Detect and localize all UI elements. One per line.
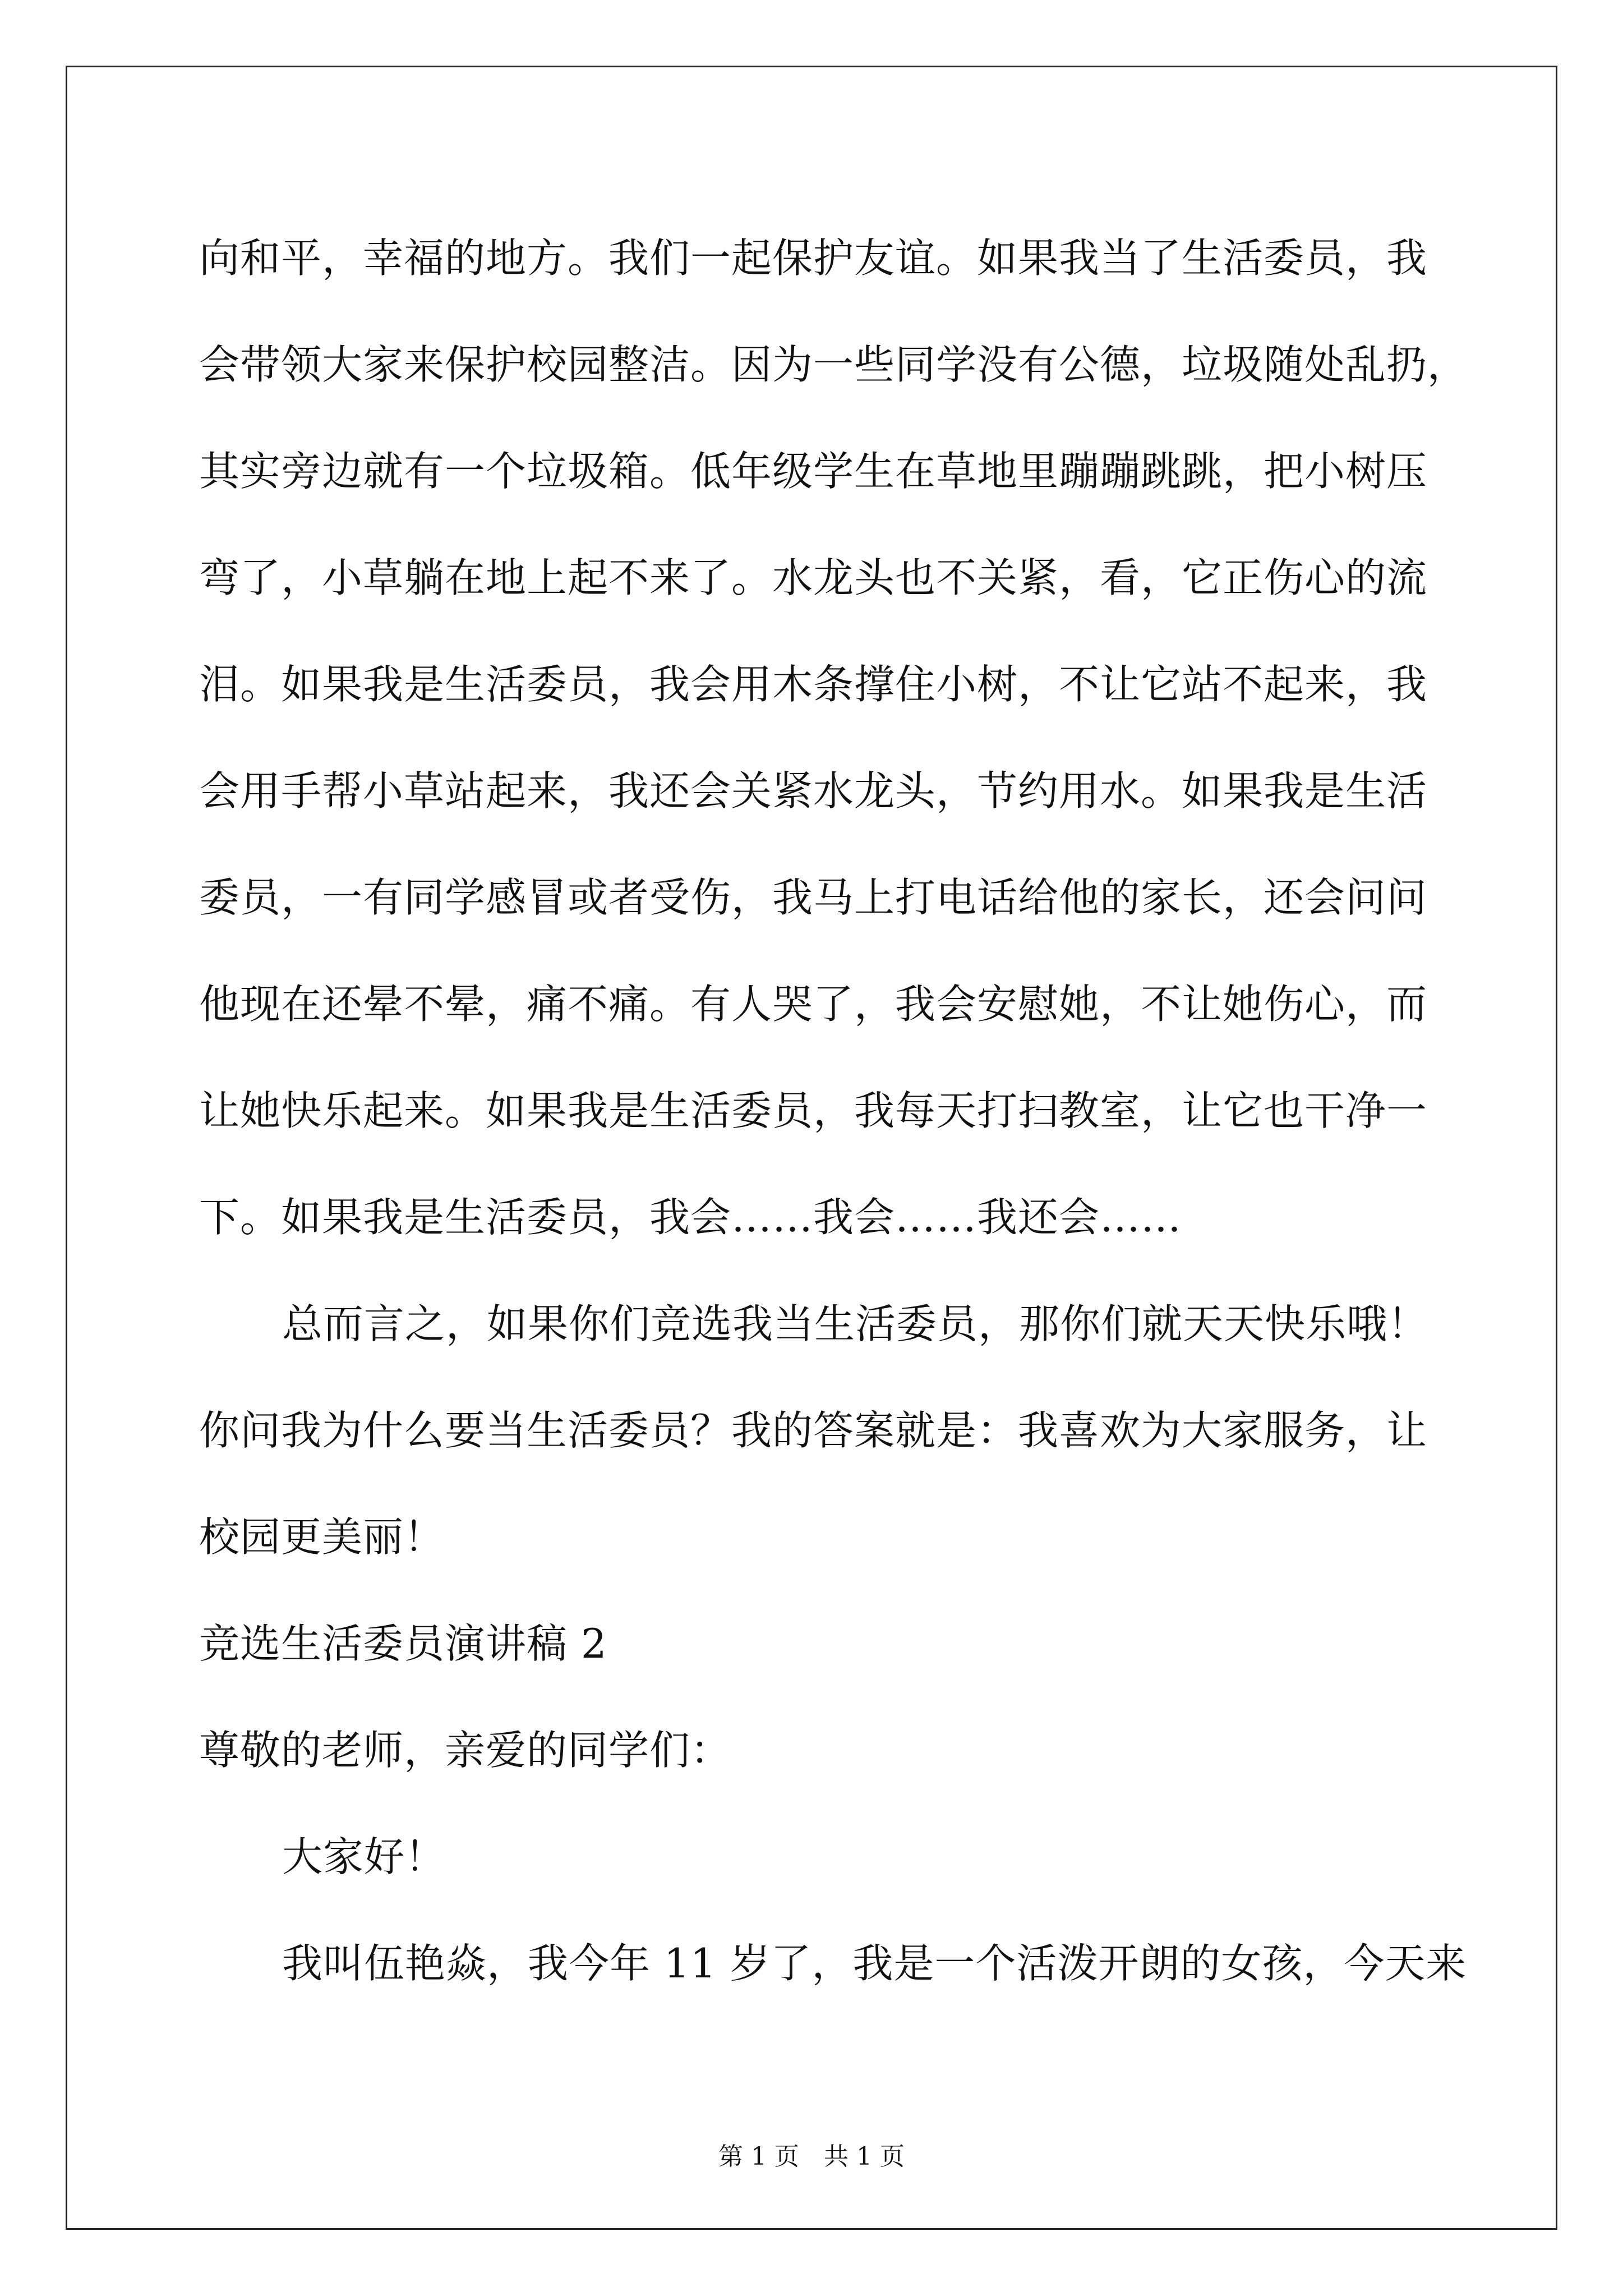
text-line: 他现在还晕不晕，痛不痛。有人哭了，我会安慰她，不让她伤心，而	[199, 981, 1428, 1028]
paragraph-speech-continuation	[199, 205, 1469, 1271]
section-heading	[199, 1590, 1433, 1697]
text-line: 泪。如果我是生活委员，我会用木条撑住小树，不让它站不起来，我	[199, 661, 1428, 708]
text-line: 校园更美丽！	[199, 1513, 445, 1561]
text-line: 大家好！	[282, 1833, 446, 1880]
salutation	[199, 1697, 1433, 1803]
heading-text: 竞选生活委员演讲稿 2	[199, 1620, 607, 1667]
text-line: 弯了，小草躺在地上起不来了。水龙头也不关紧，看，它正伤心的流	[199, 554, 1428, 601]
document-body	[199, 205, 1469, 2017]
text-line: 总而言之，如果你们竞选我当生活委员，那你们就天天快乐哦！	[282, 1300, 1429, 1347]
text-line: 下。如果我是生活委员，我会……我会……我还会……	[199, 1194, 1182, 1241]
text-line: 让她快乐起来。如果我是生活委员，我每天打扫教室，让它也干净一	[199, 1087, 1428, 1134]
text-line: 会带领大家来保护校园整洁。因为一些同学没有公德，垃圾随处乱扔，	[199, 341, 1469, 388]
text-line: 会用手帮小草站起来，我还会关紧水龙头，节约用水。如果我是生活	[199, 767, 1428, 815]
text-line: 其实旁边就有一个垃圾箱。低年级学生在草地里蹦蹦跳跳，把小树压	[199, 448, 1428, 495]
text-line: 向和平，幸福的地方。我们一起保护友谊。如果我当了生活委员，我	[199, 234, 1428, 282]
text-line: 尊敬的老师，亲爱的同学们：	[199, 1727, 732, 1774]
paragraph-introduction	[199, 1910, 1467, 2017]
text-line: 我叫伍艳焱，我今年 11 岁了，我是一个活泼开朗的女孩，今天来	[282, 1940, 1467, 1987]
text-line: 你问我为什么要当生活委员？我的答案就是：我喜欢为大家服务，让	[199, 1407, 1428, 1454]
text-line: 委员，一有同学感冒或者受伤，我马上打电话给他的家长，还会问问	[199, 874, 1428, 921]
paragraph-conclusion	[199, 1271, 1433, 1590]
greeting	[199, 1803, 1433, 1910]
page-number-footer: 第 1 页 共 1 页	[718, 2142, 905, 2171]
